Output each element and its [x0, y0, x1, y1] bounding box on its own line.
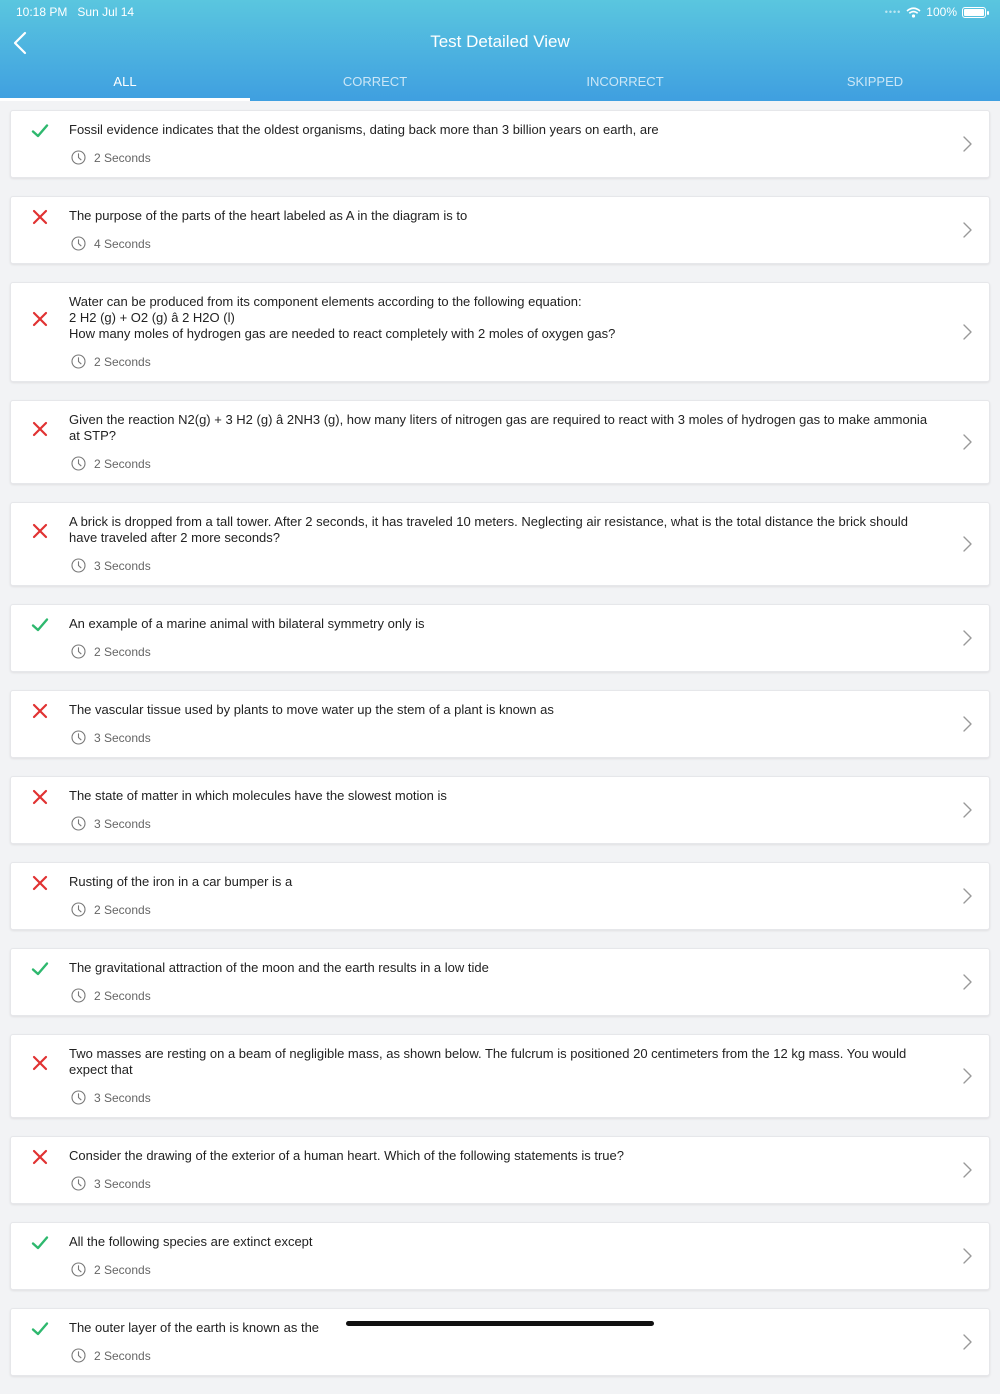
question-card-13[interactable] — [10, 1222, 990, 1290]
clock-icon — [71, 1090, 86, 1105]
question-text: An example of a marine animal with bilateral symmetry only is — [69, 616, 425, 631]
question-text: All the following species are extinct except — [69, 1234, 313, 1249]
question-card-1[interactable] — [10, 110, 990, 178]
chevron-right-icon — [961, 535, 973, 553]
question-text: A brick is dropped from a tall tower. After 2 seconds, it has traveled 10 meters. Neglecting air resistance, what is the total distance the brick should have traveled after 2 more seconds? — [69, 514, 908, 545]
clock-icon — [71, 236, 86, 251]
time-spent: 2 Seconds — [94, 456, 151, 471]
status-time — [16, 5, 134, 19]
check-icon — [31, 960, 49, 978]
status-clock: 10:18 PM — [16, 5, 68, 19]
clock-icon — [71, 456, 86, 471]
question-text: Rusting of the iron in a car bumper is a — [69, 874, 293, 889]
question-text-line: 2 H2 (g) + O2 (g) â 2 H2O (l) — [69, 310, 235, 325]
page-title: Test Detailed View — [430, 32, 570, 51]
question-list — [10, 110, 990, 1394]
time-spent: 2 Seconds — [94, 988, 151, 1003]
question-card-4[interactable] — [10, 400, 990, 484]
question-text — [69, 294, 935, 342]
clock-icon — [71, 902, 86, 917]
time-spent: 3 Seconds — [94, 730, 151, 745]
chevron-right-icon — [961, 1067, 973, 1085]
cross-icon — [31, 1148, 49, 1166]
time-row — [69, 902, 935, 917]
time-spent: 3 Seconds — [94, 1090, 151, 1105]
status-date: Sun Jul 14 — [77, 5, 135, 19]
question-card-2[interactable] — [10, 196, 990, 264]
cross-icon — [31, 788, 49, 806]
time-spent: 3 Seconds — [94, 816, 151, 831]
question-text-line: Water can be produced from its component elements according to the following equation: — [69, 294, 582, 309]
chevron-right-icon — [961, 715, 973, 733]
question-card-7[interactable] — [10, 690, 990, 758]
tab-incorrect[interactable]: INCORRECT — [586, 74, 664, 89]
clock-icon — [71, 1348, 86, 1363]
tab-skipped[interactable]: SKIPPED — [846, 74, 904, 89]
chevron-right-icon — [961, 1333, 973, 1351]
home-indicator — [346, 1321, 654, 1326]
time-spent: 2 Seconds — [94, 1348, 151, 1363]
check-icon — [31, 1320, 49, 1338]
question-text: Given the reaction N2(g) + 3 H2 (g) â 2NH3 (g), how many liters of nitrogen gas are required to react with 3 moles of hydrogen gas to make ammonia at STP? — [69, 412, 928, 443]
time-row — [69, 354, 935, 369]
time-spent: 2 Seconds — [94, 1262, 151, 1277]
status-bar — [16, 5, 986, 21]
time-spent: 2 Seconds — [94, 644, 151, 659]
time-row — [69, 1090, 935, 1105]
wifi-icon — [906, 7, 921, 18]
clock-icon — [71, 150, 86, 165]
time-spent: 2 Seconds — [94, 150, 151, 165]
cross-icon — [31, 420, 49, 438]
chevron-right-icon — [961, 973, 973, 991]
cross-icon — [31, 1054, 49, 1072]
question-card-10[interactable] — [10, 948, 990, 1016]
question-text: Two masses are resting on a beam of negligible mass, as shown below. The fulcrum is positioned 20 centimeters from the 12 kg mass. You would expect that — [69, 1046, 907, 1077]
time-spent: 2 Seconds — [94, 902, 151, 917]
time-spent: 3 Seconds — [94, 1176, 151, 1191]
signal-dots-icon: •••• — [884, 7, 902, 17]
cross-icon — [31, 522, 49, 540]
tab-correct[interactable]: CORRECT — [342, 74, 408, 89]
time-row — [69, 150, 935, 165]
question-text: The vascular tissue used by plants to move water up the stem of a plant is known as — [69, 702, 554, 717]
battery-percent: 100% — [926, 5, 957, 19]
cross-icon — [31, 208, 49, 226]
time-spent: 4 Seconds — [94, 236, 151, 251]
time-row — [69, 456, 935, 471]
clock-icon — [71, 558, 86, 573]
time-row — [69, 1176, 935, 1191]
chevron-right-icon — [961, 433, 973, 451]
question-card-3[interactable] — [10, 282, 990, 382]
question-text: The state of matter in which molecules have the slowest motion is — [69, 788, 447, 803]
question-text-line: How many moles of hydrogen gas are needed to react completely with 2 moles of oxygen gas? — [69, 326, 616, 341]
app-header — [0, 0, 1000, 101]
question-card-9[interactable] — [10, 862, 990, 930]
question-text: Consider the drawing of the exterior of a human heart. Which of the following statements is true? — [69, 1148, 624, 1163]
battery-icon — [962, 7, 986, 18]
chevron-right-icon — [961, 801, 973, 819]
tab-all[interactable]: ALL — [0, 66, 250, 101]
filter-tabs — [0, 66, 1000, 101]
cross-icon — [31, 702, 49, 720]
chevron-right-icon — [961, 221, 973, 239]
chevron-right-icon — [961, 887, 973, 905]
clock-icon — [71, 1176, 86, 1191]
check-icon — [31, 1234, 49, 1252]
clock-icon — [71, 1262, 86, 1277]
clock-icon — [71, 730, 86, 745]
cross-icon — [31, 310, 49, 328]
time-row — [69, 730, 935, 745]
time-row — [69, 816, 935, 831]
cross-icon — [31, 874, 49, 892]
question-card-6[interactable] — [10, 604, 990, 672]
question-card-12[interactable] — [10, 1136, 990, 1204]
time-row — [69, 558, 935, 573]
chevron-right-icon — [961, 323, 973, 341]
status-indicators — [885, 5, 986, 19]
clock-icon — [71, 354, 86, 369]
time-row — [69, 1262, 935, 1277]
question-card-5[interactable] — [10, 502, 990, 586]
question-card-8[interactable] — [10, 776, 990, 844]
check-icon — [31, 122, 49, 140]
question-text: Fossil evidence indicates that the oldest organisms, dating back more than 3 billion years on earth, are — [69, 122, 659, 137]
time-row — [69, 988, 935, 1003]
chevron-right-icon — [961, 1247, 973, 1265]
clock-icon — [71, 816, 86, 831]
question-text: The purpose of the parts of the heart labeled as A in the diagram is to — [69, 208, 468, 223]
question-card-14[interactable] — [10, 1308, 990, 1376]
question-text: The outer layer of the earth is known as the — [69, 1320, 320, 1335]
chevron-right-icon — [961, 629, 973, 647]
time-spent: 2 Seconds — [94, 354, 151, 369]
time-spent: 3 Seconds — [94, 558, 151, 573]
time-row — [69, 236, 935, 251]
question-text: The gravitational attraction of the moon and the earth results in a low tide — [69, 960, 489, 975]
time-row — [69, 1348, 935, 1363]
question-card-11[interactable] — [10, 1034, 990, 1118]
time-row — [69, 644, 935, 659]
clock-icon — [71, 988, 86, 1003]
check-icon — [31, 616, 49, 634]
chevron-right-icon — [961, 1161, 973, 1179]
clock-icon — [71, 644, 86, 659]
chevron-right-icon — [961, 135, 973, 153]
